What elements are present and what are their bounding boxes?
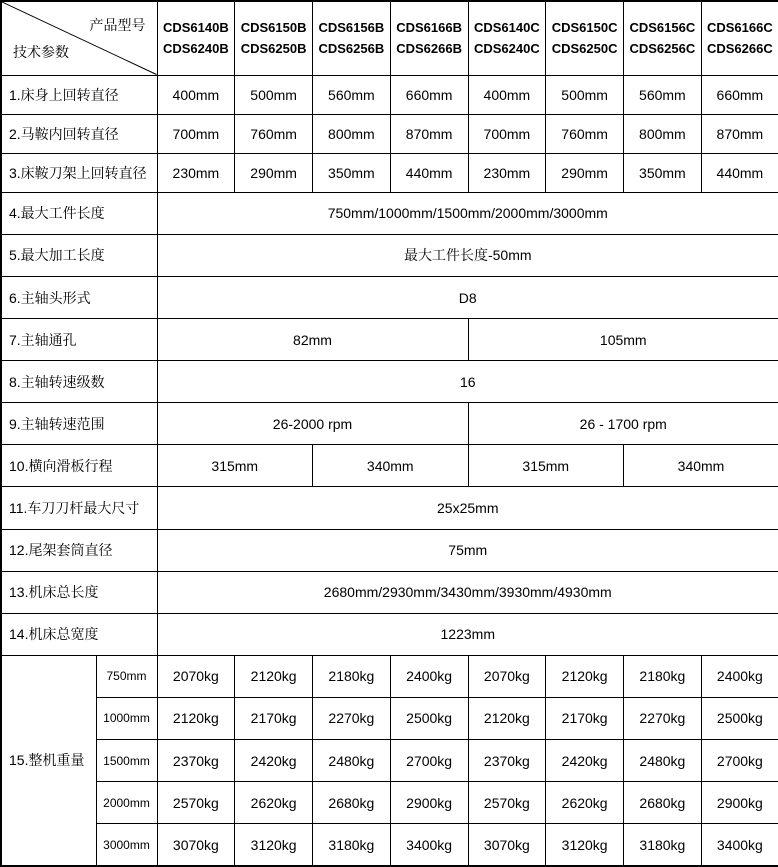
weight-row bbox=[1, 697, 778, 739]
row-label: 12.尾架套筒直径 bbox=[1, 529, 157, 571]
weight-value-cell: 2570kg bbox=[157, 782, 235, 824]
weight-value-cell: 2500kg bbox=[701, 697, 778, 739]
weight-value-cell: 3070kg bbox=[468, 824, 546, 866]
value-cell: 315mm bbox=[468, 445, 624, 487]
spec-row bbox=[1, 276, 778, 318]
model-line2: CDS6256C bbox=[629, 41, 696, 57]
value-cell: 350mm bbox=[624, 153, 702, 192]
weight-row bbox=[1, 655, 778, 697]
model-line2: CDS6266B bbox=[396, 41, 462, 57]
weight-value-cell: 2170kg bbox=[235, 697, 313, 739]
value-cell: 400mm bbox=[468, 75, 546, 114]
workpiece-length-cell: 1000mm bbox=[96, 697, 157, 739]
value-cell: 1223mm bbox=[157, 613, 778, 655]
value-cell: 760mm bbox=[546, 114, 624, 153]
model-line2: CDS6250C bbox=[551, 41, 618, 57]
value-cell: 440mm bbox=[390, 153, 468, 192]
value-cell: 26-2000 rpm bbox=[157, 403, 468, 445]
weight-value-cell: 2480kg bbox=[624, 740, 702, 782]
value-cell: 16 bbox=[157, 361, 778, 403]
value-cell: 315mm bbox=[157, 445, 313, 487]
weight-value-cell: 2620kg bbox=[235, 782, 313, 824]
value-cell: 800mm bbox=[313, 114, 391, 153]
value-cell: 560mm bbox=[624, 75, 702, 114]
spec-row bbox=[1, 75, 778, 114]
value-cell: 2680mm/2930mm/3430mm/3930mm/4930mm bbox=[157, 571, 778, 613]
value-cell: 500mm bbox=[546, 75, 624, 114]
weight-value-cell: 2400kg bbox=[390, 655, 468, 697]
diagonal-line-icon bbox=[2, 2, 157, 75]
table-head bbox=[1, 1, 778, 75]
row-label: 14.机床总宽度 bbox=[1, 613, 157, 655]
model-line2: CDS6250B bbox=[240, 41, 307, 57]
value-cell: 870mm bbox=[390, 114, 468, 153]
weight-value-cell: 2480kg bbox=[313, 740, 391, 782]
spec-row bbox=[1, 529, 778, 571]
model-header bbox=[701, 1, 778, 75]
value-cell: 870mm bbox=[701, 114, 778, 153]
weight-value-cell: 2420kg bbox=[235, 740, 313, 782]
model-line1: CDS6166C bbox=[706, 20, 773, 36]
value-cell: 440mm bbox=[701, 153, 778, 192]
weight-value-cell: 2900kg bbox=[701, 782, 778, 824]
weight-row bbox=[1, 740, 778, 782]
weight-value-cell: 3180kg bbox=[624, 824, 702, 866]
weight-value-cell: 2620kg bbox=[546, 782, 624, 824]
weight-value-cell: 2070kg bbox=[468, 655, 546, 697]
model-header bbox=[546, 1, 624, 75]
model-header bbox=[157, 1, 235, 75]
row-label: 13.机床总长度 bbox=[1, 571, 157, 613]
weight-value-cell: 3070kg bbox=[157, 824, 235, 866]
value-cell: 290mm bbox=[546, 153, 624, 192]
weight-value-cell: 2700kg bbox=[701, 740, 778, 782]
weight-value-cell: 2180kg bbox=[624, 655, 702, 697]
tech-params-label: 技术参数 bbox=[13, 43, 69, 60]
value-cell: 800mm bbox=[624, 114, 702, 153]
weight-value-cell: 3400kg bbox=[390, 824, 468, 866]
row-label: 11.车刀刀杆最大尺寸 bbox=[1, 487, 157, 529]
weight-value-cell: 2120kg bbox=[546, 655, 624, 697]
value-cell: 350mm bbox=[313, 153, 391, 192]
workpiece-length-cell: 1500mm bbox=[96, 740, 157, 782]
spec-row bbox=[1, 571, 778, 613]
model-header bbox=[235, 1, 313, 75]
model-header bbox=[313, 1, 391, 75]
model-line1: CDS6156C bbox=[629, 20, 696, 36]
value-cell: 25x25mm bbox=[157, 487, 778, 529]
row-label: 9.主轴转速范围 bbox=[1, 403, 157, 445]
model-line1: CDS6156B bbox=[318, 20, 385, 36]
model-line1: CDS6140B bbox=[162, 20, 229, 36]
weight-value-cell: 2680kg bbox=[624, 782, 702, 824]
corner-cell bbox=[1, 1, 157, 75]
weight-value-cell: 2270kg bbox=[313, 697, 391, 739]
spec-row bbox=[1, 487, 778, 529]
workpiece-length-cell: 2000mm bbox=[96, 782, 157, 824]
row-label: 7.主轴通孔 bbox=[1, 319, 157, 361]
spec-row bbox=[1, 153, 778, 192]
value-cell: 660mm bbox=[390, 75, 468, 114]
weight-value-cell: 2680kg bbox=[313, 782, 391, 824]
row-label: 2.马鞍内回转直径 bbox=[1, 114, 157, 153]
spec-row bbox=[1, 234, 778, 276]
row-label: 6.主轴头形式 bbox=[1, 276, 157, 318]
value-cell: 26 - 1700 rpm bbox=[468, 403, 778, 445]
value-cell: 230mm bbox=[157, 153, 235, 192]
weight-section-label: 15.整机重量 bbox=[1, 655, 96, 866]
model-line2: CDS6266C bbox=[706, 41, 773, 57]
weight-value-cell: 2270kg bbox=[624, 697, 702, 739]
model-header bbox=[390, 1, 468, 75]
value-cell: 82mm bbox=[157, 319, 468, 361]
value-cell: 660mm bbox=[701, 75, 778, 114]
spec-row bbox=[1, 613, 778, 655]
weight-row bbox=[1, 782, 778, 824]
value-cell: 760mm bbox=[235, 114, 313, 153]
spec-row bbox=[1, 445, 778, 487]
value-cell: 290mm bbox=[235, 153, 313, 192]
model-header bbox=[468, 1, 546, 75]
value-cell: 500mm bbox=[235, 75, 313, 114]
model-line2: CDS6240C bbox=[473, 41, 540, 57]
value-cell: 750mm/1000mm/1500mm/2000mm/3000mm bbox=[157, 192, 778, 234]
model-line1: CDS6140C bbox=[473, 20, 540, 36]
weight-value-cell: 2120kg bbox=[235, 655, 313, 697]
header-row bbox=[1, 1, 778, 75]
row-label: 5.最大加工长度 bbox=[1, 234, 157, 276]
value-cell: 400mm bbox=[157, 75, 235, 114]
weight-value-cell: 3120kg bbox=[235, 824, 313, 866]
weight-value-cell: 3400kg bbox=[701, 824, 778, 866]
weight-value-cell: 2070kg bbox=[157, 655, 235, 697]
value-cell: 340mm bbox=[313, 445, 469, 487]
model-line2: CDS6240B bbox=[162, 41, 229, 57]
weight-value-cell: 2400kg bbox=[701, 655, 778, 697]
spec-row bbox=[1, 114, 778, 153]
workpiece-length-cell: 750mm bbox=[96, 655, 157, 697]
row-label: 1.床身上回转直径 bbox=[1, 75, 157, 114]
value-cell: 105mm bbox=[468, 319, 778, 361]
value-cell: 最大工件长度-50mm bbox=[157, 234, 778, 276]
model-header bbox=[624, 1, 702, 75]
spec-row bbox=[1, 361, 778, 403]
table-body bbox=[1, 75, 778, 866]
model-line1: CDS6166B bbox=[396, 20, 462, 36]
value-cell: 560mm bbox=[313, 75, 391, 114]
value-cell: 700mm bbox=[468, 114, 546, 153]
weight-value-cell: 2900kg bbox=[390, 782, 468, 824]
row-label: 8.主轴转速级数 bbox=[1, 361, 157, 403]
value-cell: D8 bbox=[157, 276, 778, 318]
weight-value-cell: 3180kg bbox=[313, 824, 391, 866]
value-cell: 700mm bbox=[157, 114, 235, 153]
weight-row bbox=[1, 824, 778, 866]
weight-value-cell: 2120kg bbox=[157, 697, 235, 739]
value-cell: 75mm bbox=[157, 529, 778, 571]
weight-value-cell: 2180kg bbox=[313, 655, 391, 697]
row-label: 3.床鞍刀架上回转直径 bbox=[1, 153, 157, 192]
weight-value-cell: 2370kg bbox=[157, 740, 235, 782]
spec-row bbox=[1, 403, 778, 445]
spec-row bbox=[1, 192, 778, 234]
weight-value-cell: 2370kg bbox=[468, 740, 546, 782]
weight-value-cell: 2570kg bbox=[468, 782, 546, 824]
weight-value-cell: 2120kg bbox=[468, 697, 546, 739]
row-label: 4.最大工件长度 bbox=[1, 192, 157, 234]
row-label: 10.横向滑板行程 bbox=[1, 445, 157, 487]
model-line2: CDS6256B bbox=[318, 41, 385, 57]
weight-value-cell: 2420kg bbox=[546, 740, 624, 782]
workpiece-length-cell: 3000mm bbox=[96, 824, 157, 866]
value-cell: 340mm bbox=[624, 445, 778, 487]
weight-value-cell: 2170kg bbox=[546, 697, 624, 739]
model-line1: CDS6150B bbox=[240, 20, 307, 36]
product-model-label: 产品型号 bbox=[89, 17, 146, 33]
weight-value-cell: 2700kg bbox=[390, 740, 468, 782]
weight-value-cell: 3120kg bbox=[546, 824, 624, 866]
spec-row bbox=[1, 319, 778, 361]
model-line1: CDS6150C bbox=[551, 20, 618, 36]
value-cell: 230mm bbox=[468, 153, 546, 192]
weight-value-cell: 2500kg bbox=[390, 697, 468, 739]
